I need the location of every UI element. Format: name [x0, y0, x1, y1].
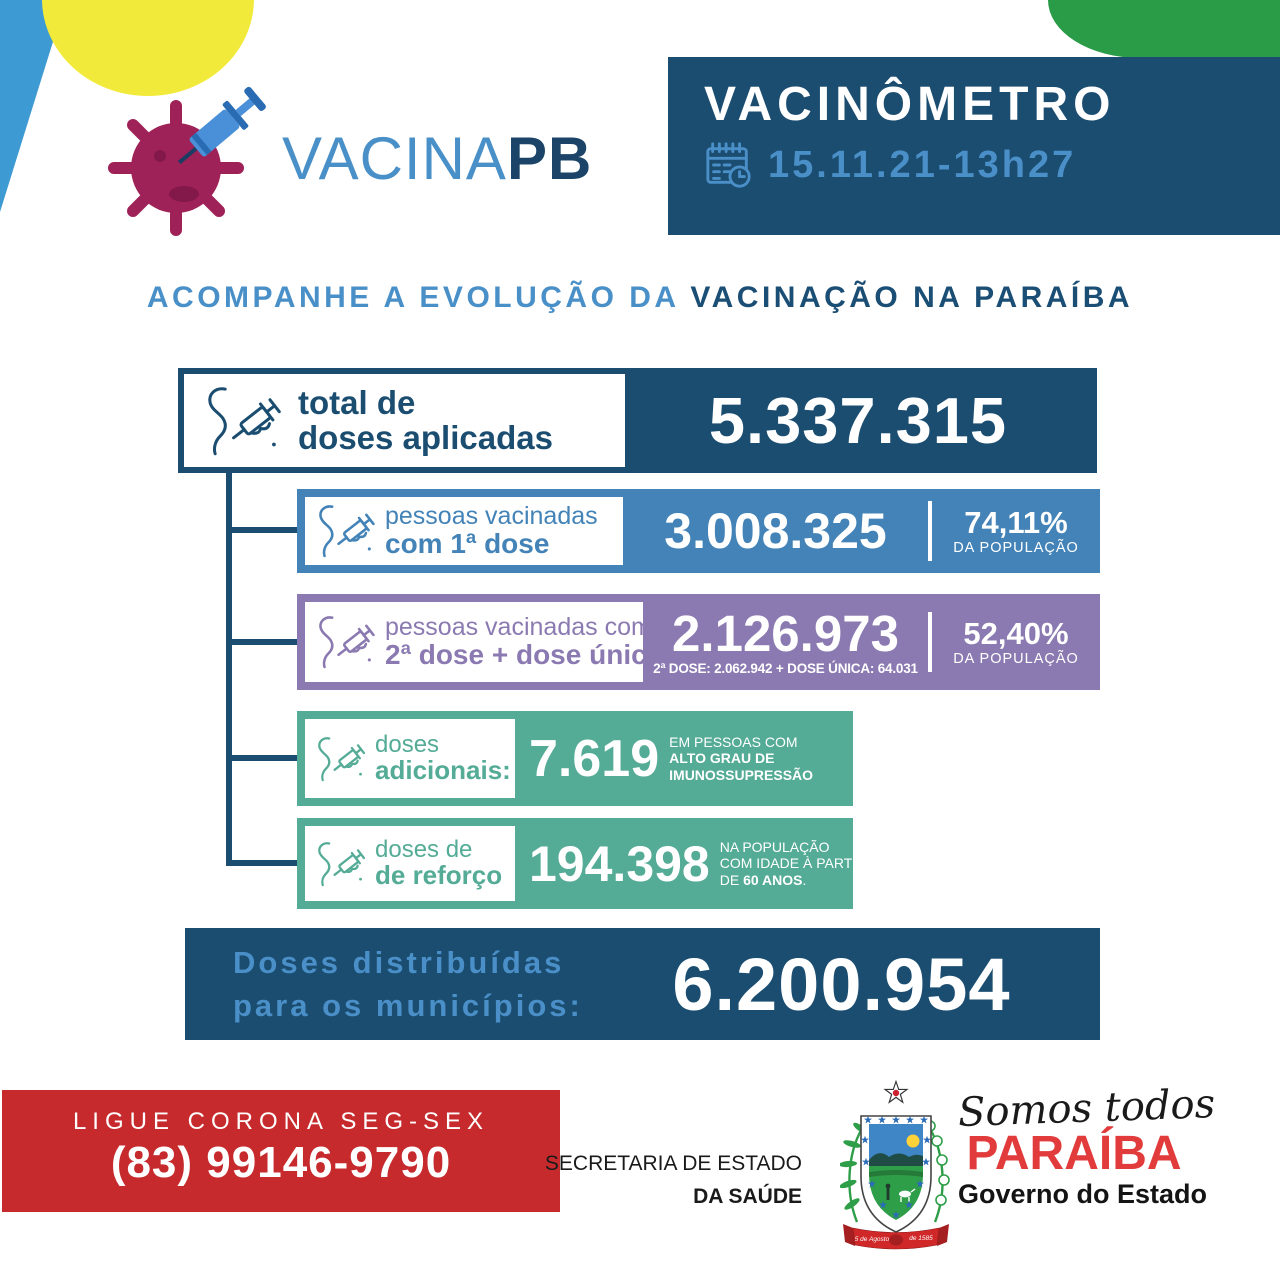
additional-doses-label: doses adicionais: [375, 731, 511, 786]
booster-doses-row [297, 818, 867, 909]
second-dose-percent-cell [932, 615, 1100, 667]
logo-pb: PB [506, 125, 593, 192]
tree-stub-2 [230, 639, 298, 645]
first-dose-percent-cell [932, 504, 1100, 556]
second-dose-row [297, 594, 1100, 690]
arm-injection-icon [313, 612, 377, 672]
headline-light: ACOMPANHE A EVOLUÇÃO DA [146, 281, 691, 314]
arm-injection-icon [313, 837, 367, 891]
booster-doses-label-cell [305, 826, 515, 901]
date-row [704, 140, 1280, 190]
arm-injection-icon [313, 501, 377, 561]
paraiba-coat-of-arms [840, 1080, 952, 1258]
first-dose-row [297, 489, 1100, 573]
somos-todos-script: Somos todos [957, 1081, 1216, 1137]
tree-stub-3 [230, 755, 298, 761]
distributed-doses-value: 6.200.954 [672, 942, 1011, 1026]
second-dose-label-cell [305, 602, 663, 682]
first-dose-label-cell [305, 497, 623, 565]
second-dose-value-stack [643, 605, 928, 676]
additional-doses-value: 7.619 [529, 729, 660, 788]
total-doses-value: 5.337.315 [708, 384, 1008, 457]
first-dose-percent-caption: DA POPULAÇÃO [953, 539, 1079, 556]
header-box [668, 57, 1280, 235]
booster-doses-label: doses de de reforço [375, 836, 503, 891]
first-dose-value: 3.008.325 [664, 503, 887, 559]
update-datetime: 15.11.21-13h27 [768, 143, 1077, 186]
logo-wordmark [282, 124, 592, 193]
distributed-doses-box [185, 928, 1100, 1040]
hotline-box [2, 1090, 560, 1212]
additional-doses-label-cell [305, 719, 515, 798]
second-dose-label: pessoas vacinadas com 2ª dose + dose única [385, 613, 663, 671]
booster-doses-note: NA POPULAÇÃO COM IDADE À PARTIR DE 60 ANOS. [719, 838, 867, 888]
total-doses-label: total de doses aplicadas [298, 383, 553, 456]
secretaria-block: SECRETARIA DE ESTADO DA SAÚDE [544, 1152, 802, 1208]
second-dose-value: 2.126.973 [672, 605, 899, 662]
second-dose-percent: 52,40% [963, 615, 1069, 651]
arm-injection-icon [313, 732, 367, 786]
tree-stub-4 [230, 860, 298, 866]
distributed-doses-label: Doses distribuídas para os municípios: [233, 944, 583, 1023]
arm-injection-icon [200, 384, 284, 458]
first-dose-percent: 74,11% [964, 504, 1068, 540]
tree-stub-1 [230, 527, 298, 533]
total-doses-label-cell [184, 374, 625, 467]
page-title: VACINÔMETRO [704, 78, 1116, 131]
headline-dark: VACINAÇÃO NA PARAÍBA [690, 281, 1134, 314]
paraiba-wordmark: PARAÍBA [966, 1127, 1182, 1180]
ribbon-text-right: de 1585 [909, 1235, 933, 1242]
booster-doses-value: 194.398 [529, 835, 710, 892]
hotline-label: LIGUE CORONA SEG-SEX [72, 1108, 490, 1135]
hotline-phone: (83) 99146-9790 [110, 1138, 452, 1187]
calendar-clock-icon [704, 140, 754, 190]
ribbon-text-left: 5 de Agosto [854, 1236, 890, 1243]
virus-syringe-icon [98, 76, 270, 236]
governo-do-estado: Governo do Estado [958, 1179, 1208, 1209]
additional-doses-note: EM PESSOAS COM ALTO GRAU DE IMUNOSSUPRESSÃO [669, 733, 814, 783]
first-dose-label: pessoas vacinadas com 1ª dose [385, 502, 598, 560]
second-dose-breakdown: 2ª DOSE: 2.062.942 + DOSE ÚNICA: 64.031 [653, 661, 918, 676]
logo-vacina: VACINA [282, 125, 507, 192]
corner-green-band [1048, 0, 1280, 58]
governo-brand-block [957, 1081, 1216, 1210]
total-doses-box [178, 368, 1097, 473]
second-dose-percent-caption: DA POPULAÇÃO [953, 650, 1079, 667]
additional-doses-row [297, 711, 853, 806]
headline [0, 281, 1280, 315]
